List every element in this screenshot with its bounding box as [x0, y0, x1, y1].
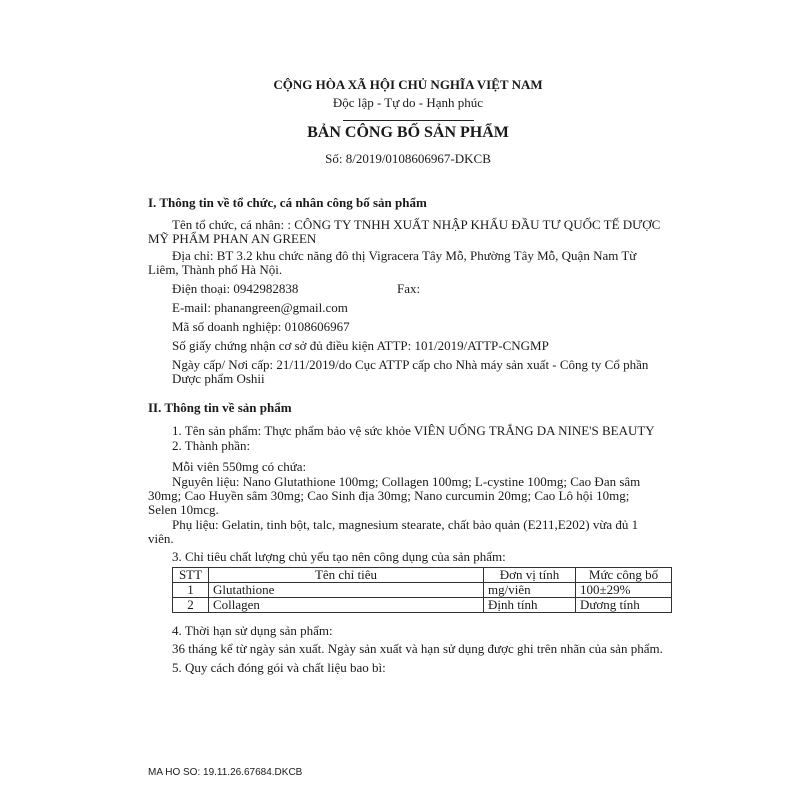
cell-name: Collagen [209, 598, 484, 613]
cell-unit: Định tính [484, 598, 576, 613]
per-tablet: Mỗi viên 550mg có chứa: [172, 459, 307, 474]
document-number: Số: 8/2019/0108606967-DKCB [325, 151, 491, 166]
quality-table [172, 567, 672, 613]
business-code: Mã số doanh nghiệp: 0108606967 [172, 319, 350, 334]
document-title: BẢN CÔNG BỐ SẢN PHẨM [307, 124, 509, 141]
email: E-mail: phanangreen@gmail.com [172, 300, 348, 315]
table-row [173, 583, 672, 598]
excipients: Phụ liệu: Gelatin, tinh bột, talc, magnesium stearate, chất bảo quản (E211,E202) vừa đủ 1 [172, 517, 639, 532]
table-header-row [173, 568, 672, 583]
product-name: 1. Tên sản phẩm: Thực phẩm bảo vệ sức khỏe VIÊN UỐNG TRẮNG DA NINE'S BEAUTY [172, 423, 655, 438]
address-cont: Liêm, Thành phố Hà Nội. [148, 262, 283, 277]
ingredients-cont: 30mg; Cao Huyền sâm 30mg; Cao Sinh địa 30mg; Nano curcumin 20mg; Cao Lô hội 10mg; [148, 488, 630, 503]
cell-unit: mg/viên [484, 583, 576, 598]
ingredients: Nguyên liệu: Nano Glutathione 100mg; Collagen 100mg; L-cystine 100mg; Cao Đan sâm [172, 474, 641, 489]
shelf-life: 36 tháng kể từ ngày sản xuất. Ngày sản xuất và hạn sử dụng được ghi trên nhãn của sản phẩm. [172, 641, 663, 656]
nation-title: CỘNG HÒA XÃ HỘI CHỦ NGHĨA VIỆT NAM [273, 77, 543, 92]
header-name: Tên chỉ tiêu [209, 568, 484, 583]
header-value: Mức công bố [576, 568, 672, 583]
packaging-label: 5. Quy cách đóng gói và chất liệu bao bì: [172, 660, 386, 675]
cell-stt: 1 [173, 583, 209, 598]
composition-label: 2. Thành phần: [172, 438, 251, 453]
divider [343, 120, 474, 121]
table-row [173, 598, 672, 613]
section2-heading: II. Thông tin về sản phẩm [148, 400, 292, 415]
cell-stt: 2 [173, 598, 209, 613]
header-unit: Đơn vị tính [484, 568, 576, 583]
org-name-cont: MỸ PHẨM PHAN AN GREEN [148, 231, 317, 246]
address: Địa chỉ: BT 3.2 khu chức năng đô thị Vigracera Tây Mỗ, Phường Tây Mỗ, Quận Nam Từ [172, 248, 637, 263]
cell-value: Dương tính [576, 598, 672, 613]
certificate: Số giấy chứng nhận cơ sở đủ điều kiện ATTP: 101/2019/ATTP-CNGMP [172, 338, 549, 353]
org-name: Tên tổ chức, cá nhân: : CÔNG TY TNHH XUẤT NHẬP KHẨU ĐẦU TƯ QUỐC TẾ DƯỢC [172, 217, 661, 232]
cell-name: Glutathione [209, 583, 484, 598]
quality-label: 3. Chỉ tiêu chất lượng chủ yếu tạo nên công dụng của sản phẩm: [172, 549, 506, 564]
issue-info: Ngày cấp/ Nơi cấp: 21/11/2019/do Cục ATTP cấp cho Nhà máy sản xuất - Công ty Cổ phần [172, 357, 649, 372]
fax: Fax: [397, 281, 421, 296]
shelf-life-label: 4. Thời hạn sử dụng sản phẩm: [172, 623, 333, 638]
excipients-cont: viên. [148, 531, 174, 546]
header-stt: STT [173, 568, 209, 583]
dossier-code: MA HO SO: 19.11.26.67684.DKCB [148, 767, 303, 778]
motto: Độc lập - Tự do - Hạnh phúc [332, 95, 484, 110]
cell-value: 100±29% [576, 583, 672, 598]
section1-heading: I. Thông tin về tổ chức, cá nhân công bố sản phẩm [148, 195, 427, 210]
ingredients-cont2: Selen 10mcg. [148, 502, 219, 517]
issue-info-cont: Dược phẩm Oshii [172, 371, 265, 386]
phone: Điện thoại: 0942982838 [172, 281, 299, 296]
